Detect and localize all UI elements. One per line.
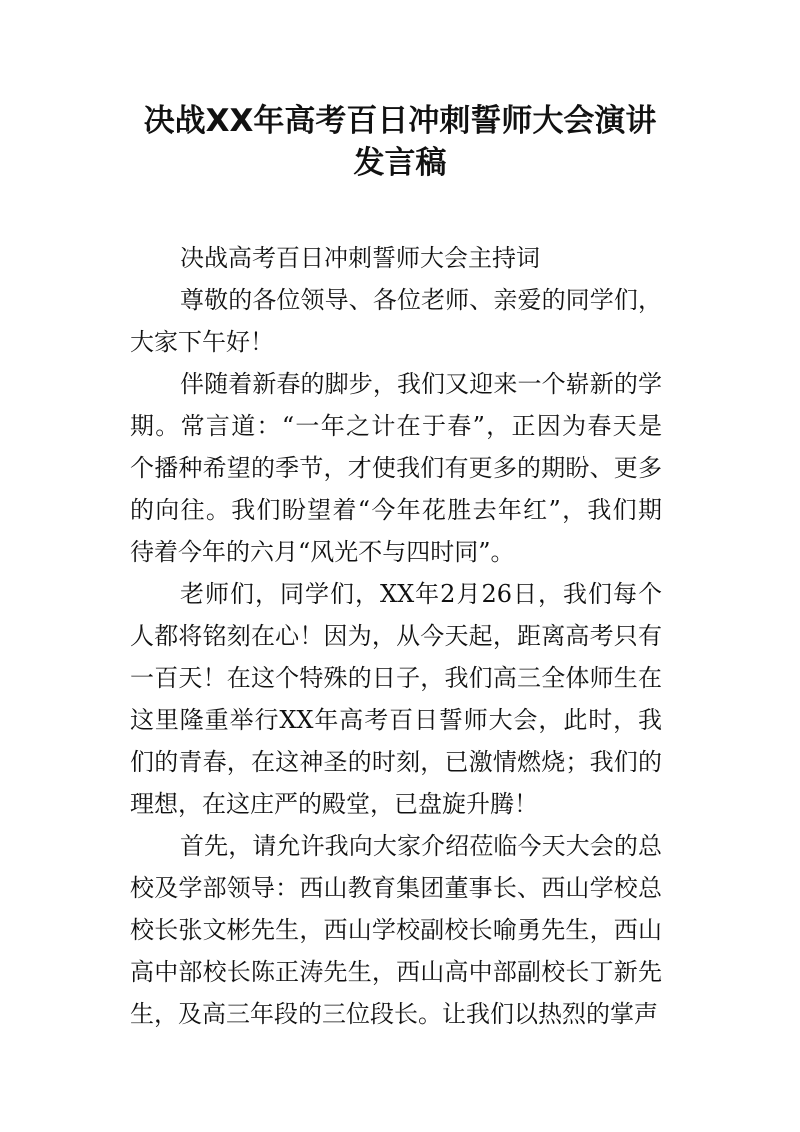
paragraph-line: 理想，在这庄严的殿堂，已盘旋升腾！ [130,790,538,818]
paragraph-line: 们的青春，在这神圣的时刻，已激情燃烧；我们的 [130,748,662,776]
paragraph-line: 老师们，同学们，XX年2月26日，我们每个 [180,580,662,608]
paragraph-line: 尊敬的各位领导、各位老师、亲爱的同学们， [180,286,662,314]
paragraph-line: 校长张文彬先生，西山学校副校长喻勇先生，西山 [130,916,662,944]
paragraph-line: 人都将铭刻在心！因为，从今天起，距离高考只有 [130,622,662,650]
paragraph-line: 待着今年的六月“风光不与四时同”。 [130,538,515,566]
title-line-1: 决战XX年高考百日冲刺誓师大会演讲 [143,103,657,139]
paragraph [130,825,662,1035]
paragraph-line: 首先，请允许我向大家介绍莅临今天大会的总 [180,832,662,860]
paragraph-line: 一百天！在这个特殊的日子，我们高三全体师生在 [130,664,662,692]
document-title [0,100,800,184]
paragraph-line: 期。常言道：“一年之计在于春”，正因为春天是 [130,412,662,440]
paragraph-line: 的向往。我们盼望着“今年花胜去年红”，我们期 [130,496,662,524]
title-line-2: 发言稿 [353,145,447,181]
paragraph [130,573,662,825]
paragraph-line: 个播种希望的季节，才使我们有更多的期盼、更多 [130,454,662,482]
paragraph-line: 这里隆重举行XX年高考百日誓师大会，此时，我 [130,706,662,734]
paragraph [130,279,662,363]
paragraph-line: 伴随着新春的脚步，我们又迎来一个崭新的学 [180,370,662,398]
paragraph-line: 校及学部领导：西山教育集团董事长、西山学校总 [130,874,662,902]
paragraph [130,237,662,279]
paragraph-line: 高中部校长陈正涛先生，西山高中部副校长丁新先 [130,958,662,986]
document-body [130,237,662,1035]
paragraph-line: 决战高考百日冲刺誓师大会主持词 [180,244,540,272]
paragraph-line: 大家下午好！ [130,328,274,356]
paragraph [130,363,662,573]
paragraph-line: 生，及高三年段的三位段长。让我们以热烈的掌声 [130,1000,658,1028]
